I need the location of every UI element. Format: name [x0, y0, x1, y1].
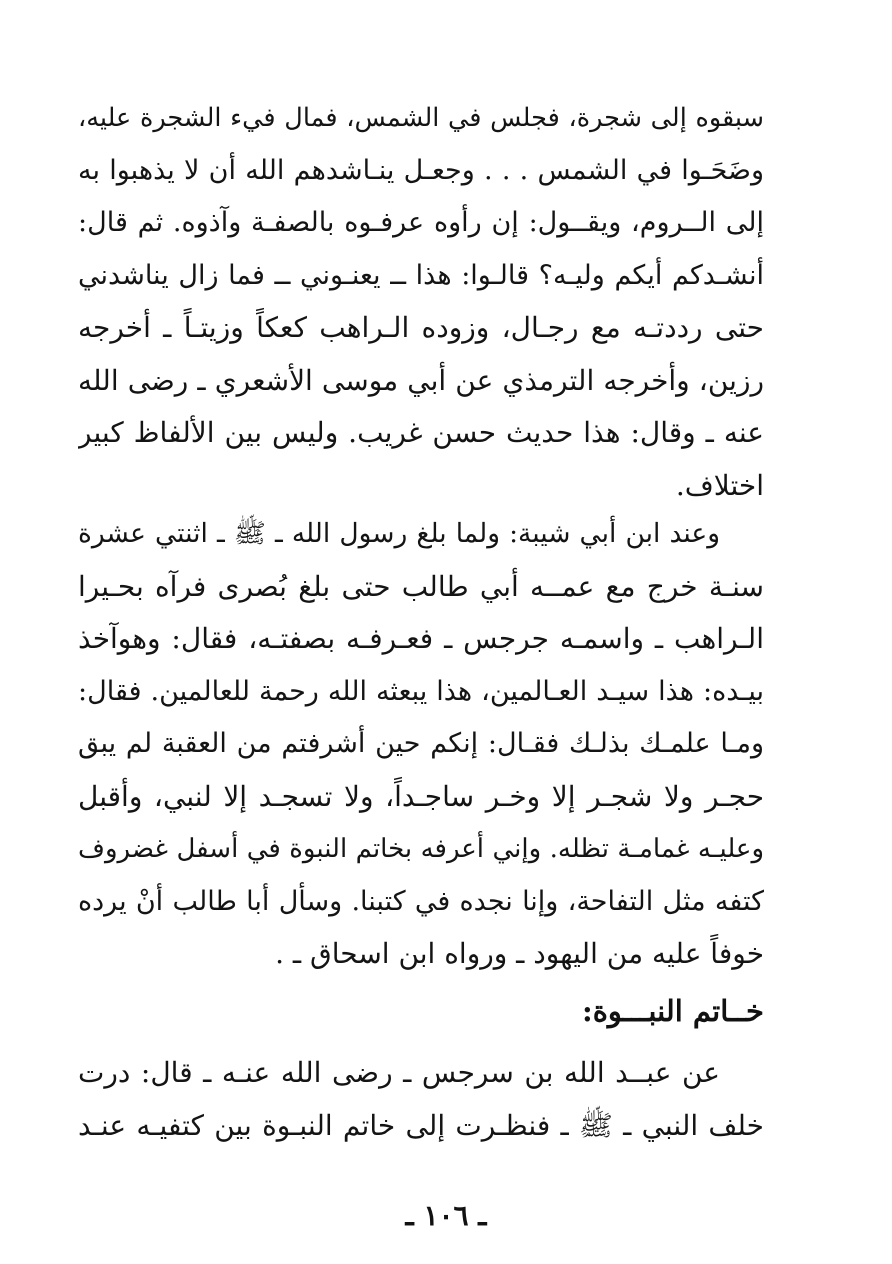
text-line: أنشـدكم أيكم وليـه؟ قالـوا: هذا ــ يعنـوني ــ فما زال يناشدني [78, 259, 764, 291]
text-line: عن عبــد الله بن سرجس ـ رضى الله عنـه ـ قال: درت [78, 1056, 720, 1089]
text-line: خلف النبي ـ ﷺ ـ فنظـرت إلى خاتم النبـوة بين كتفيـه عنـد [78, 1108, 764, 1142]
text-line: اختلاف. [675, 468, 764, 502]
text-line: الـراهب ـ واسمـه جرجس ـ فعـرفـه بصفتـه، فقال: وهوآخذ [78, 622, 764, 655]
paragraph-1 [78, 92, 764, 512]
page-number: ـ ١٠٦ ـ [405, 1199, 487, 1232]
text-line: وعند ابن أبي شيبة: ولما بلغ رسول الله ـ ﷺ ـ اثنتي عشرة [78, 518, 720, 549]
section-heading: خــاتم النبـــوة: [582, 994, 764, 1028]
text-line: خوفاً عليه من اليهود ـ ورواه ابن اسحاق ـ . [275, 937, 764, 970]
paragraph-2 [78, 508, 764, 981]
text-line: عنه ـ وقال: هذا حديث حسن غريب. وليس بين الألفاظ كبير [78, 416, 764, 449]
text-line: إلى الــروم، ويقــول: إن رأوه عرفـوه بالصفـة وآذوه. ثم قال: [78, 207, 764, 238]
text-line: سبقوه إلى شجرة، فجلس في الشمس، فمال فيء الشجرة عليه، [78, 103, 764, 133]
text-line: ومـا علمـك بذلـك فقـال: إنكم حين أشرفتم من العقبة لم يبق [78, 728, 764, 759]
text-line: بيـده: هذا سيـد العـالمين، هذا يبعثه الله رحمة للعالمين. فقال: [78, 675, 764, 707]
text-line: حجـر ولا شجـر إلا وخـر ساجـداً، ولا تسجـد إلا لنبي، وأقبل [78, 779, 764, 813]
text-line: سنـة خرج مع عمــه أبي طالب حتى بلغ بُصرى فرآه بحـيرا [78, 569, 764, 603]
paragraph-3 [78, 1047, 764, 1152]
text-line: وضَحَـوا في الشمس . . . وجعـل ينـاشدهم الله أن لا يذهبوا به [78, 154, 764, 186]
text-line: رزين، وأخرجه الترمذي عن أبي موسى الأشعري ـ رضى الله [78, 363, 764, 397]
text-line: كتفه مثل التفاحة، وإنا نجده في كتبنا. وسأل أبا طالب أنْ يرده [78, 885, 764, 917]
text-line: وعليـه غمامـة تظله. وإني أعرفه بخاتم النبوة في أسفل غضروف [78, 834, 764, 864]
text-line: حتى رددتـه مع رجـال، وزوده الـراهب كعكاً وزيتـاً ـ أخرجه [78, 311, 764, 344]
